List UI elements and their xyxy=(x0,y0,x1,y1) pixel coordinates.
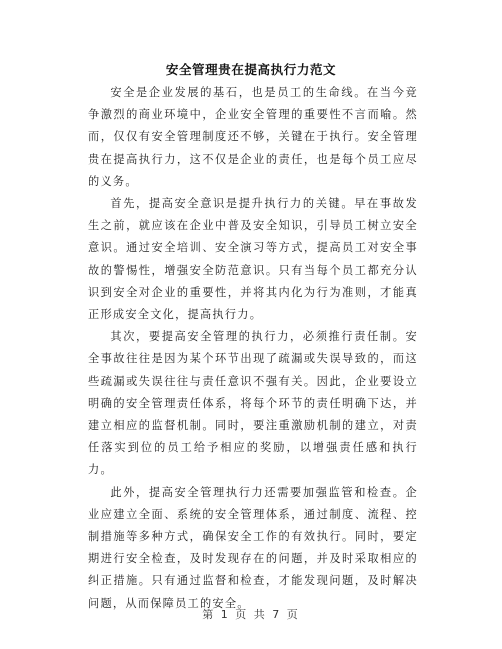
paragraph-responsibility: 其次，要提高安全管理的执行力，必须推行责任制。安全事故往往是因为某个环节出现了疏漏或失误导致的，而这些疏漏或失误往往与责任意识不强有关。因此，企业要设立明确的安全管理责任体系，将每个环节的责任明确下达，并建立相应的监督机制。同时，要注重激励机制的建立，对责任落实到位的员工给予相应的奖励，以增强责任感和执行力。 xyxy=(88,330,418,477)
paragraph-intro: 安全是企业发展的基石，也是员工的生命线。在当今竞争激烈的商业环境中，企业安全管理的重要性不言而喻。然而，仅仅有安全管理制度还不够，关键在于执行。安全管理贵在提高执行力，这不仅是企业的责任，也是每个员工应尽的义务。 xyxy=(88,86,418,188)
document-body xyxy=(88,82,418,615)
paragraph-supervision: 此外，提高安全管理执行力还需要加强监管和检查。企业应建立全面、系统的安全管理体系，通过制度、流程、控制措施等多种方式，确保安全工作的有效执行。同时，要定期进行安全检查，及时发现存在的问题，并及时采取相应的纠正措施。只有通过监督和检查，才能发现问题，及时解决问题，从而保障员工的安全。 xyxy=(88,485,418,610)
page-number-footer: 第 1 页 共 7 页 xyxy=(202,608,300,621)
document-title: 安全管理贵在提高执行力范文 xyxy=(165,62,337,77)
paragraph-safety-awareness: 首先，提高安全意识是提升执行力的关键。早在事故发生之前，就应该在企业中普及安全知识，引导员工树立安全意识。通过安全培训、安全演习等方式，提高员工对安全事故的警惕性，增强安全防范意识。只有当每个员工都充分认识到安全对企业的重要性，并将其内化为行为准则，才能真正形成安全文化，提高执行力。 xyxy=(88,197,418,322)
